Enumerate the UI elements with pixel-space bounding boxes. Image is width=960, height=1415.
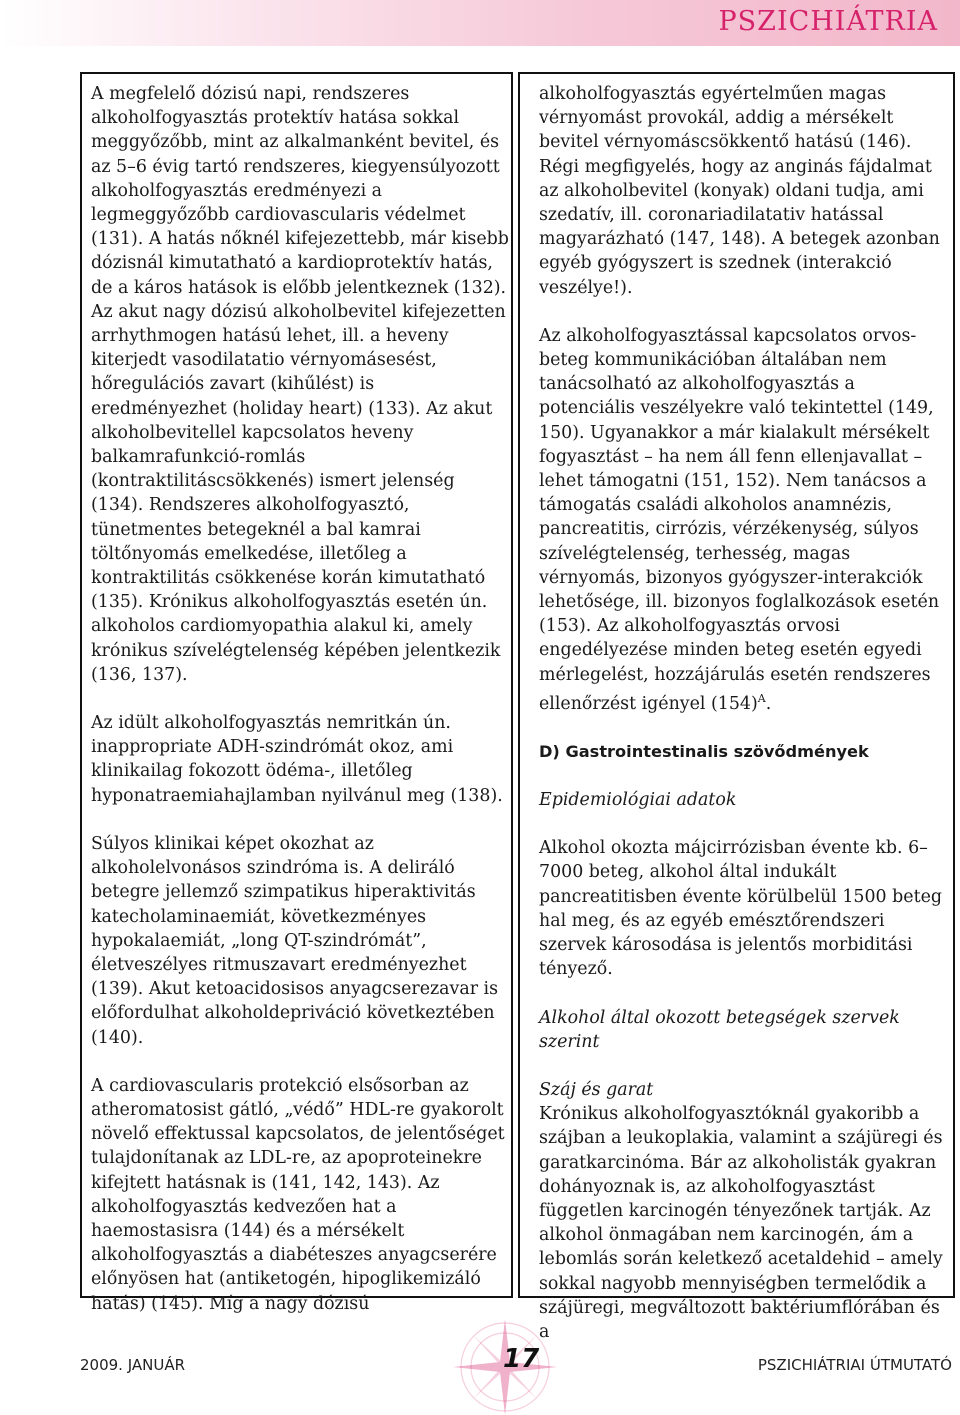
paragraph: Alkohol okozta májcirrózisban évente kb. 6–7000 beteg, alkohol által indukált pancreatitisben évente körülbelül 1500 beteg hal meg, és az egyéb emésztőrendszeri szervek károsodása is jelentős morbiditási tényező. [539, 838, 942, 980]
paragraph-text: Az alkoholfogyasztással kapcsolatos orvos-beteg kommunikációban általában nem tanácsolható az alkoholfogyasztás a potenciális veszélyekre való tekintettel (149, 150). Ugyanakkor a már kialakult mérsékelt fogyasztást – ha nem áll fenn ellenjavallat – lehet támogatni (151, 152). Nem tanácsos a támogatás családi alkoholos anamnézis, pancreatitis, cirrózis, vérzékenység, súlyos szívelégtelenség, terhesség, magas vérnyomás, bizonyos gyógyszer-interakciók lehetősége, ill. bizonyos foglalkozások esetén (153). Az alkoholfogyasztás orvosi engedélyezése minden beteg esetén egyedi mérlegelést, hozzájárulás esetén rendszeres ellenőrzést igényel (154) [539, 325, 940, 714]
footer-date: 2009. JANUÁR [80, 1356, 186, 1374]
subheading: Száj és garat [539, 1079, 654, 1100]
subheading: Epidemiológiai adatok [539, 790, 737, 811]
paragraph: A cardiovascularis protekció elsősorban az atheromatosist gátló, „védő” HDL-re gyakorolt növelő effektussal kapcsolatos, de jelentőséget tulajdonítanak az LDL-re, az apoproteinekre kifejtett hatásnak is (141, 142, 143). Az alkoholfogyasztás kedvezően hat a haemostasisra (144) és a mérsékelt alkoholfogyasztás a diabéteszes anyagcserére előnyösen hat (antiketogén, hipoglikemizáló hatás) (145). Míg a nagy dózisú [91, 1075, 505, 1314]
paragraph [539, 324, 951, 716]
paragraph: Krónikus alkoholfogyasztóknál gyakoribb a szájban a leukoplakia, valamint a szájüregi és garatkarcinóma. Bár az alkoholisták gyakran dohányoznak is, az alkoholfogyasztást független karcinogén tényezőnek tartják. Az alkohol önmagában nem karcinogén, ám a lebomlás során keletkező acetaldehid – amely sokkal nagyobb mennyiségben termelődik a szájüregi, megváltozott baktériumflórában és a [539, 1104, 943, 1342]
right-column [539, 82, 951, 1344]
section-title: PSZICHIÁTRIA [718, 6, 938, 37]
page-number: 17 [503, 1344, 540, 1374]
paragraph: Súlyos klinikai képet okozhat az alkoholelvonásos szindróma is. A deliráló betegre jellemző szimpatikus hiperaktivitás katecholaminaemiát, következményes hypokalaemiát, „long QT-szindrómát”, életveszélyes ritmuszavart eredményezhet (139). Akut ketoacidosisos anyagcserezavar is előfordulhat alkoholdepriváció következtében (140). [91, 833, 499, 1048]
paragraph: Az idült alkoholfogyasztás nemritkán ún. inappropriate ADH-szindrómát okoz, ami klinikailag fokozott ödéma-, illetőleg hyponatraemiahajlamban nyilvánul meg (138). [91, 713, 503, 806]
subheading: Alkohol által okozott betegségek szervek szerint [539, 1007, 900, 1052]
left-column [91, 82, 509, 1316]
paragraph-end: . [765, 693, 772, 714]
paragraph: A megfelelő dózisú napi, rendszeres alkoholfogyasztás protektív hatása sokkal meggyőzőbb, mint az alkalmanként bevitel, és az 5–6 évig tartó rendszeres, kiegyensúlyozott alkoholfogyasztás eredményezi a legmeggyőzőbb cardiovascularis védelmet (131). A hatás nőknél kifejezettebb, már kisebb dózisnál kimutatható a kardioprotektív hatás, de a káros hatások is előbb jelentkeznek (132). Az akut nagy dózisú alkoholbevitel kifejezetten arrhythmogen hatású lehet, ill. a heveny kiterjedt vasodilatatio vérnyomásesést, hőregulációs zavart (kihűlést) is eredményezhet (holiday heart) (133). Az akut alkoholbevitellel kapcsolatos heveny balkamrafunkció-romlás (kontraktilitáscsökkenés) ismert jelenség (134). Rendszeres alkoholfogyasztó, tünetmentes betegeknél a bal kamrai töltőnyomás emelkedése, illetőleg a kontraktilitás csökkenése korán kimutatható (135). Krónikus alkoholfogyasztás esetén ún. alkoholos cardiomyopathia alakul ki, amely krónikus szívelégtelenség képében jelentkezik (136, 137). [91, 84, 509, 685]
paragraph: alkoholfogyasztás egyértelműen magas vérnyomást provokál, addig a mérsékelt bevitel vérnyomáscsökkentő hatású (146). Régi megfigyelés, hogy az anginás fájdalmat az alkoholbevitel (konyak) oldani tudja, ami szedatív, ill. coronariadilatativ hatással magyarázható (147, 148). A betegek azonban egyéb gyógyszert is szednek (interakció veszélye!). [539, 84, 940, 298]
section-heading: D) Gastrointestinalis szövődmények [539, 741, 869, 761]
citation-superscript: A [757, 691, 766, 705]
footer-publication: PSZICHIÁTRIAI ÚTMUTATÓ [757, 1356, 952, 1374]
